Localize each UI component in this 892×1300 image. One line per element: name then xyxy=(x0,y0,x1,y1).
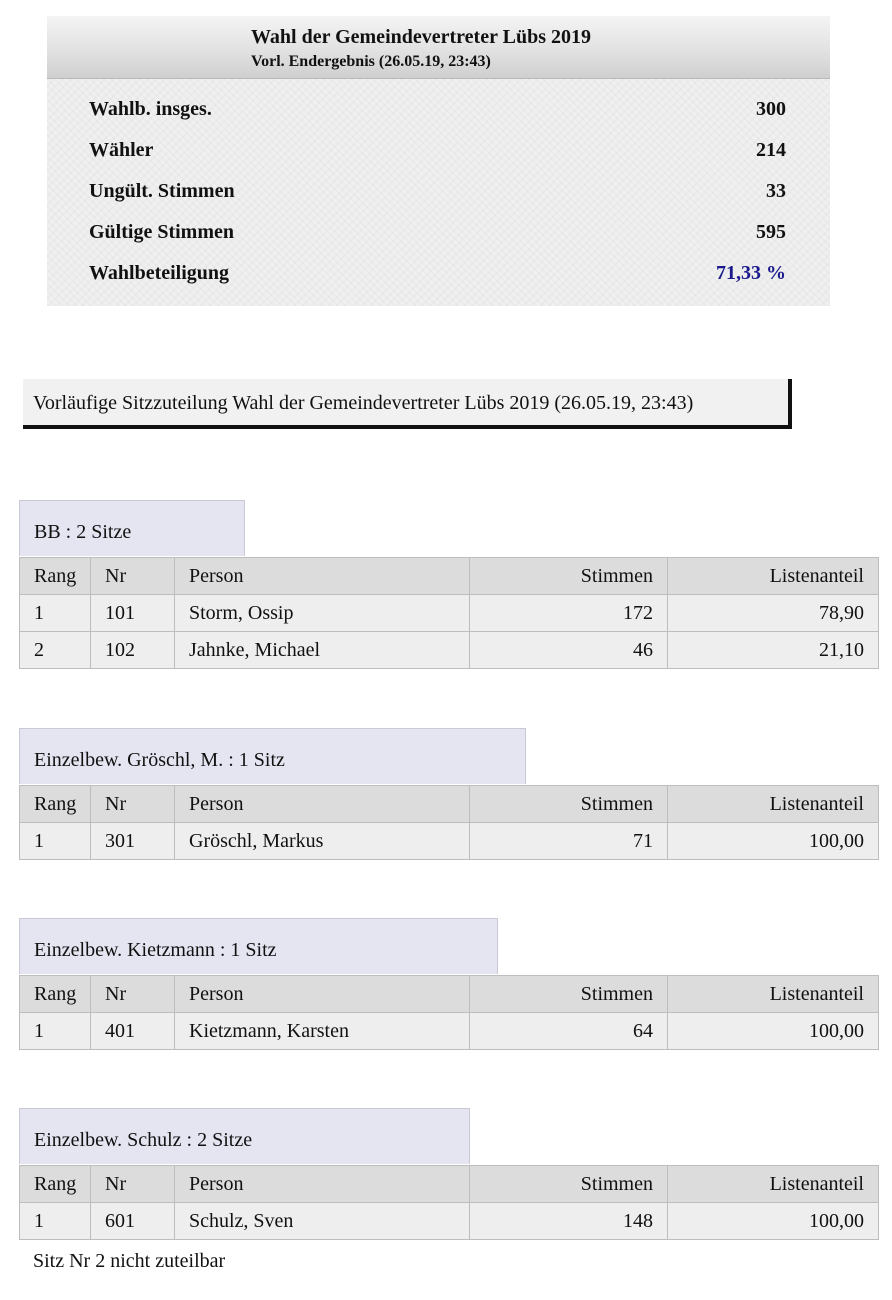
cell-nr: 601 xyxy=(91,1203,175,1240)
stat-value: 595 xyxy=(756,221,786,243)
table-header-row xyxy=(20,976,879,1013)
turnout-value: 71,33 % xyxy=(716,262,786,284)
col-listenanteil: Listenanteil xyxy=(668,976,879,1013)
table-header-row xyxy=(20,786,879,823)
table-row xyxy=(20,632,879,669)
col-nr: Nr xyxy=(91,976,175,1013)
col-listenanteil: Listenanteil xyxy=(668,1166,879,1203)
cell-person: Jahnke, Michael xyxy=(175,632,470,669)
stat-label: Gültige Stimmen xyxy=(89,221,234,243)
cell-stimmen: 148 xyxy=(470,1203,668,1240)
stat-label: Wahlb. insges. xyxy=(89,98,212,120)
cell-person: Kietzmann, Karsten xyxy=(175,1013,470,1050)
cell-nr: 301 xyxy=(91,823,175,860)
summary-subtitle: Vorl. Endergebnis (26.05.19, 23:43) xyxy=(251,53,491,70)
stat-label: Ungült. Stimmen xyxy=(89,180,235,202)
cell-listenanteil: 100,00 xyxy=(668,1013,879,1050)
stat-row-valid-votes xyxy=(89,221,786,249)
cell-nr: 102 xyxy=(91,632,175,669)
table-row xyxy=(20,1203,879,1240)
cell-person: Schulz, Sven xyxy=(175,1203,470,1240)
cell-stimmen: 172 xyxy=(470,595,668,632)
seat-allocation-banner: Vorläufige Sitzzuteilung Wahl der Gemeindevertreter Lübs 2019 (26.05.19, 23:43) xyxy=(23,379,792,429)
cell-rang: 1 xyxy=(20,595,91,632)
stat-value: 214 xyxy=(756,139,786,161)
party-label-groeschl: Einzelbew. Gröschl, M. : 1 Sitz xyxy=(19,728,526,784)
cell-nr: 101 xyxy=(91,595,175,632)
col-stimmen: Stimmen xyxy=(470,786,668,823)
col-nr: Nr xyxy=(91,786,175,823)
col-person: Person xyxy=(175,786,470,823)
cell-rang: 1 xyxy=(20,1203,91,1240)
col-nr: Nr xyxy=(91,1166,175,1203)
col-rang: Rang xyxy=(20,1166,91,1203)
col-person: Person xyxy=(175,558,470,595)
cell-listenanteil: 78,90 xyxy=(668,595,879,632)
cell-person: Gröschl, Markus xyxy=(175,823,470,860)
col-listenanteil: Listenanteil xyxy=(668,558,879,595)
col-stimmen: Stimmen xyxy=(470,558,668,595)
table-row xyxy=(20,1013,879,1050)
results-table-bb xyxy=(19,557,879,669)
party-label-kietzmann: Einzelbew. Kietzmann : 1 Sitz xyxy=(19,918,498,974)
table-header-row xyxy=(20,1166,879,1203)
summary-header xyxy=(47,16,830,79)
col-person: Person xyxy=(175,976,470,1013)
col-rang: Rang xyxy=(20,786,91,823)
cell-listenanteil: 100,00 xyxy=(668,1203,879,1240)
col-rang: Rang xyxy=(20,558,91,595)
stat-row-turnout xyxy=(89,262,786,290)
col-nr: Nr xyxy=(91,558,175,595)
stat-value: 300 xyxy=(756,98,786,120)
results-table-schulz xyxy=(19,1165,879,1240)
results-table-kietzmann xyxy=(19,975,879,1050)
party-label-schulz: Einzelbew. Schulz : 2 Sitze xyxy=(19,1108,470,1164)
cell-rang: 1 xyxy=(20,823,91,860)
stat-value: 33 xyxy=(766,180,786,202)
cell-rang: 1 xyxy=(20,1013,91,1050)
table-row xyxy=(20,823,879,860)
col-person: Person xyxy=(175,1166,470,1203)
cell-person: Storm, Ossip xyxy=(175,595,470,632)
footnote-unassigned-seat: Sitz Nr 2 nicht zuteilbar xyxy=(33,1250,226,1272)
cell-rang: 2 xyxy=(20,632,91,669)
stat-row-eligible-voters xyxy=(89,98,786,126)
cell-nr: 401 xyxy=(91,1013,175,1050)
col-listenanteil: Listenanteil xyxy=(668,786,879,823)
cell-listenanteil: 21,10 xyxy=(668,632,879,669)
results-table-groeschl xyxy=(19,785,879,860)
election-summary-panel xyxy=(47,16,830,306)
col-rang: Rang xyxy=(20,976,91,1013)
stat-row-invalid-votes xyxy=(89,180,786,208)
table-header-row xyxy=(20,558,879,595)
col-stimmen: Stimmen xyxy=(470,976,668,1013)
cell-stimmen: 64 xyxy=(470,1013,668,1050)
stat-label: Wähler xyxy=(89,139,154,161)
cell-stimmen: 46 xyxy=(470,632,668,669)
party-label-bb: BB : 2 Sitze xyxy=(19,500,245,556)
summary-title: Wahl der Gemeindevertreter Lübs 2019 xyxy=(251,26,591,48)
stat-row-voters xyxy=(89,139,786,167)
stat-label: Wahlbeteiligung xyxy=(89,262,230,284)
col-stimmen: Stimmen xyxy=(470,1166,668,1203)
table-row xyxy=(20,595,879,632)
cell-listenanteil: 100,00 xyxy=(668,823,879,860)
cell-stimmen: 71 xyxy=(470,823,668,860)
